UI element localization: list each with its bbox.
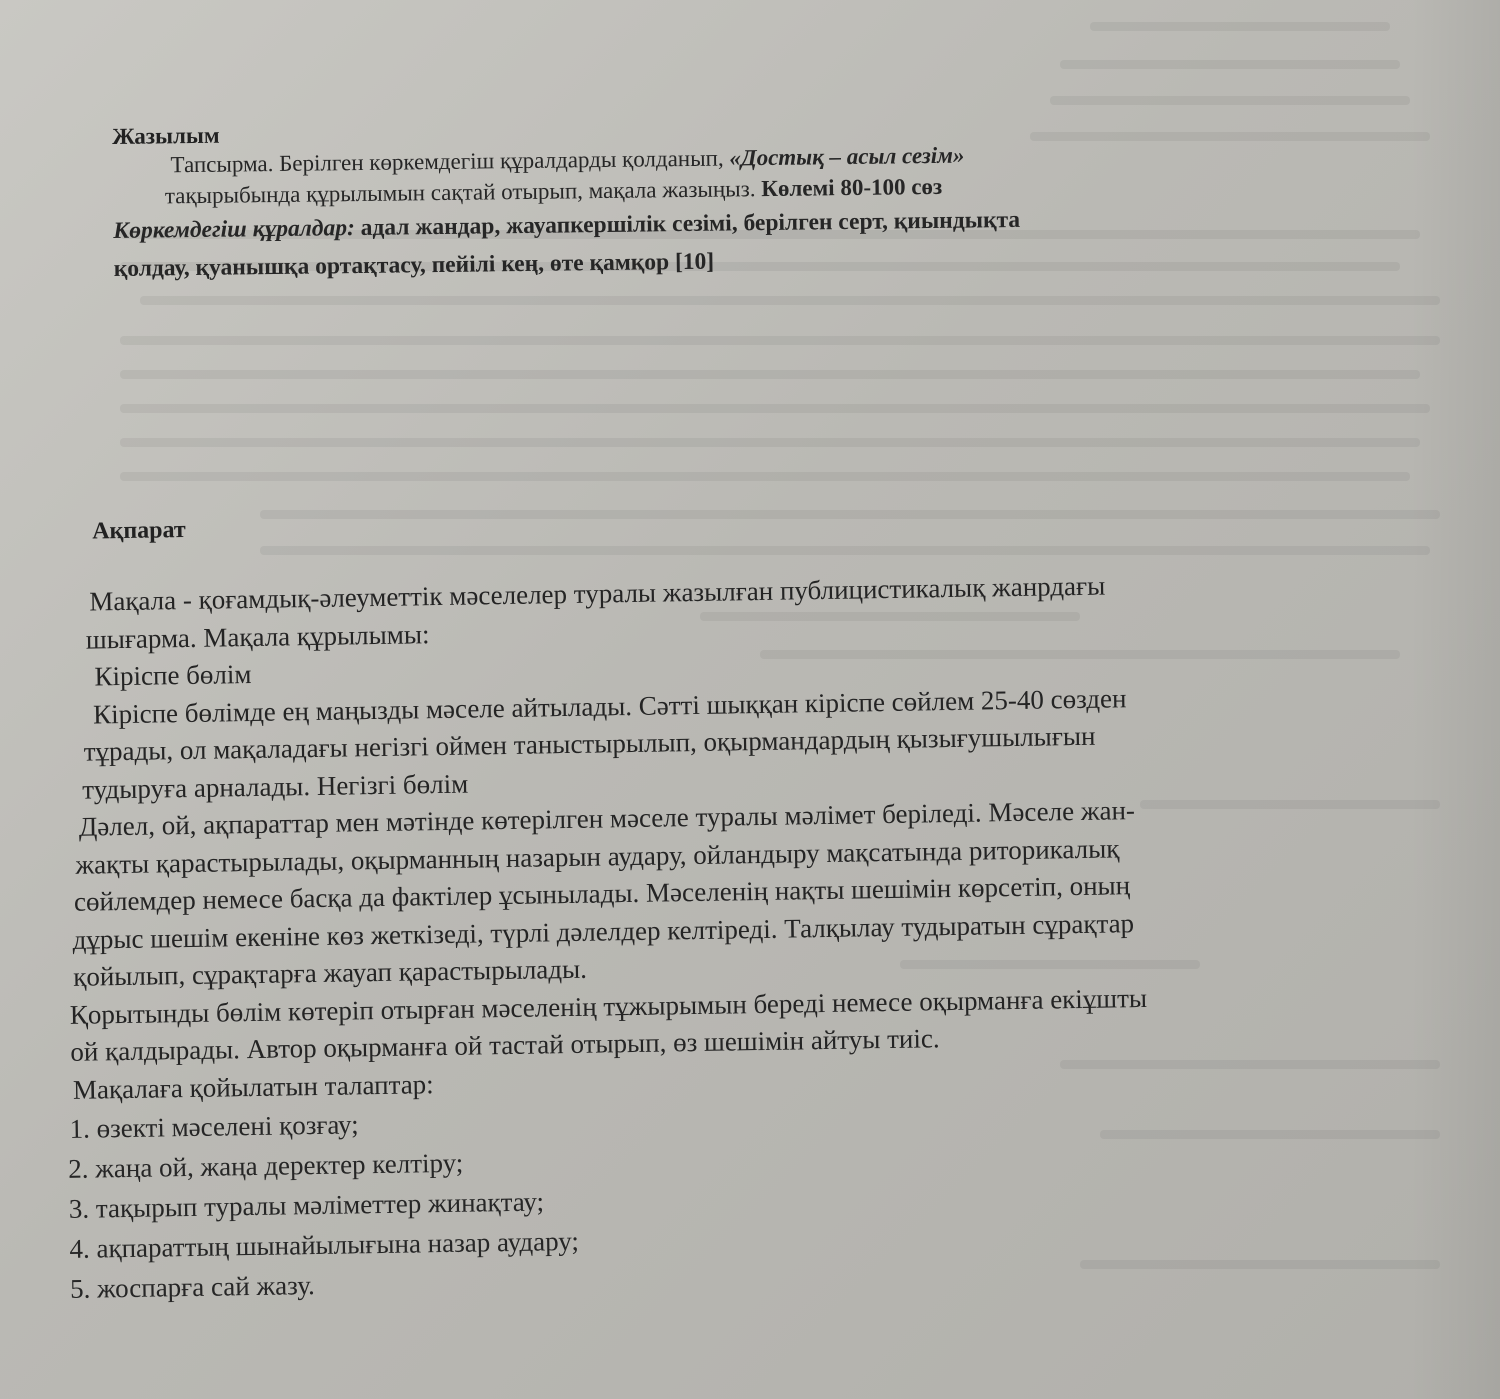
info-line: Қорытынды бөлім көтеріп отырған мәселенің тұжырымын береді немесе оқырманға екіұшты [69, 982, 1148, 1030]
essay-topic: «Достық – асыл сезім» [729, 142, 965, 171]
info-line: жақты қарастырылады, оқырманның назарын аудару, ойландыру мақсатында риторикалық [75, 832, 1120, 880]
requirement-item: 4. ақпараттың шынайылығына назар аудару; [69, 1225, 580, 1264]
section-title-zhazylym: Жазылым [112, 122, 220, 149]
requirements-heading: Мақалаға қойылатын талаптар: [72, 1068, 434, 1105]
task-text-2: тақырыбында құрылымын сақтай отырып, мақала жазыңыз. [164, 176, 756, 209]
requirement-item: 2. жаңа ой, жаңа деректер келтіру; [67, 1147, 464, 1184]
info-line: сөйлемдер немесе басқа да фактілер ұсынылады. Мәселенің нақты шешімін көрсетіп, оның [73, 870, 1131, 917]
info-line: тудыруға арналады. Негізгі бөлім [82, 768, 469, 805]
task-text-1: Тапсырма. Берілген көркемдегіш құралдарды қолданып, [170, 145, 724, 178]
info-line: дұрыс шешім екеніне көз жеткізеді, түрлі дәлелдер келтіреді. Талқылау тудыратын сұрақтар [72, 907, 1135, 955]
tools-line-2: қолдау, қуанышқа ортақтасу, пейілі кең, өте қамқор [10] [113, 248, 715, 282]
requirement-item: 1. өзекті мәселені қозғау; [69, 1109, 359, 1144]
info-line: шығарма. Мақала құрылымы: [85, 618, 430, 655]
info-line: ой қалдырады. Автор оқырманға ой тастай отырып, өз шешімін айтуы тиіс. [70, 1023, 940, 1067]
information-section [58, 496, 1450, 1309]
requirement-item: 3. тақырып туралы мәліметтер жинақтау; [68, 1186, 545, 1224]
info-line: Мақала - қоғамдық-әлеуметтік мәселелер туралы жазылған публицистикалық жанрдағы [89, 570, 1106, 617]
info-line: Дәлел, ой, ақпараттар мен мәтінде көтерілген мәселе туралы мәлімет беріледі. Мәселе жан- [78, 795, 1136, 842]
subheading-intro: Кіріспе бөлім [94, 658, 252, 692]
info-line: қойылып, сұрақтарға жауап қарастырылады. [72, 953, 588, 992]
info-line: тұрады, ол мақаладағы негізгі оймен таныстырылып, оқырмандардың қызығушылығын [83, 720, 1096, 767]
word-count-requirement: Көлемі 80-100 сөз [761, 173, 943, 202]
writing-task-section [112, 109, 1344, 288]
tools-label: Көркемдегіш құралдар: [113, 215, 355, 244]
tools-text-1: адал жандар, жауапкершілік сезімі, берілген серт, қиындықта [360, 206, 1021, 241]
requirement-item: 5. жоспарға сай жазу. [69, 1270, 315, 1304]
info-line: Кіріспе бөлімде ең маңызды мәселе айтылады. Сәтті шыққан кіріспе сөйлем 25-40 сөзден [92, 682, 1127, 729]
section-title-aqparat: Ақпарат [92, 516, 186, 545]
